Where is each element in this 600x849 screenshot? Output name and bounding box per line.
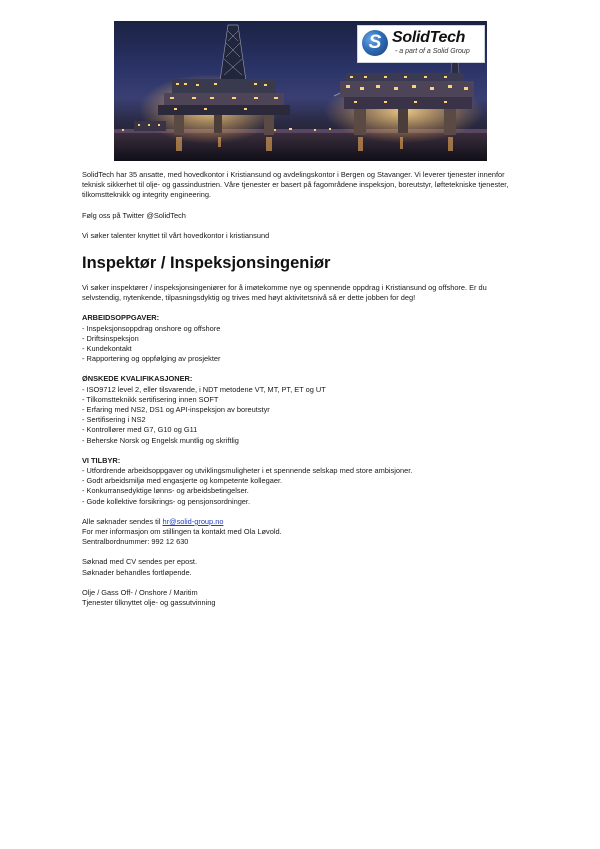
tags-block — [82, 588, 522, 608]
list-item: - Kontrollører med G7, G10 og G11 — [82, 425, 522, 435]
section-heading: VI TILBYR: — [82, 455, 121, 465]
company-intro: SolidTech har 35 ansatte, med hovedkontor i Kristiansund og avdelingskontor i Bergen og Stavanger. Vi leverer tjenester innenfor teknisk sikkerhet til olje- og gassindustrien. Våre tjenester er basert på fagområdene inspeksjon, boreutstyr, løftetekniske tjenester, tilkomstteknikk og integrity engineering. — [82, 170, 509, 200]
list-item: - Kundekontakt — [82, 344, 522, 354]
list-item: - ISO9712 level 2, eller tilsvarende, i NDT metodene VT, MT, PT, ET og UT — [82, 385, 522, 395]
list-item: - Konkurransedyktige lønns- og arbeidsbetingelser. — [82, 486, 522, 496]
more-info-line: For mer informasjon om stillingen ta kontakt med Ola Løvold. — [82, 527, 282, 537]
application-line: Søknader behandles fortløpende. — [82, 567, 192, 577]
list-item: - Gode kollektive forsikrings- og pensjonsordninger. — [82, 497, 522, 507]
job-intro: Vi søker inspektører / inspeksjonsingeniører for å imøtekomme nye og spennende oppdrag i Kristiansund og offshore. Er du selvstendig, nytenkende, tilpasningsdyktig og trives med høyt aktivitetsnivå så er dette jobben for deg! — [82, 283, 487, 303]
logo-tagline: - a part of a Solid Group — [395, 48, 470, 55]
switchboard-line: Sentralbordnummer: 992 12 630 — [82, 537, 189, 547]
application-line: Søknad med CV sendes per epost. — [82, 557, 198, 567]
job-title: Inspektør / Inspeksjonsingeniør — [82, 254, 331, 273]
solidtech-logo-mark-icon: S — [362, 30, 388, 56]
list-item: - Beherske Norsk og Engelsk muntlig og skriftlig — [82, 436, 522, 446]
list-item: - Inspeksjonsoppdrag onshore og offshore — [82, 324, 522, 334]
solidtech-logo — [357, 25, 485, 63]
list-item: - Rapportering og oppfølging av prosjekter — [82, 354, 522, 364]
section-heading: ØNSKEDE KVALIFIKASJONER: — [82, 374, 193, 384]
tags-line: Tjenester tilknyttet olje- og gassutvinning — [82, 598, 216, 608]
application-block — [82, 557, 522, 577]
section-heading: ARBEIDSOPPGAVER: — [82, 313, 160, 323]
applications-line: Alle søknader sendes til hr@solid-group.no — [82, 516, 224, 526]
list-item: - Driftsinspeksjon — [82, 334, 522, 344]
seeking-line: Vi søker talenter knyttet til vårt hovedkontor i kristiansund — [82, 230, 270, 240]
list-item: - Erfaring med NS2, DS1 og API-inspeksjon av boreutstyr — [82, 405, 522, 415]
list-item: - Tilkomstteknikk sertifisering innen SOFT — [82, 395, 522, 405]
email-link[interactable]: hr@solid-group.no — [162, 516, 224, 526]
contact-block — [82, 517, 522, 548]
section-tasks — [82, 313, 522, 364]
logo-name: SolidTech — [392, 29, 466, 46]
twitter-line: Følg oss på Twitter @SolidTech — [82, 210, 186, 220]
section-offer — [82, 456, 522, 507]
list-item: - Godt arbeidsmiljø med engasjerte og kompetente kollegaer. — [82, 476, 522, 486]
list-item: - Sertifisering i NS2 — [82, 415, 522, 425]
tags-line: Olje / Gass Off- / Onshore / Maritim — [82, 587, 198, 597]
section-qualifications — [82, 374, 522, 445]
list-item: - Utfordrende arbeidsoppgaver og utviklingsmuligheter i et spennende selskap med store ambisjoner. — [82, 466, 522, 476]
job-ad-content — [82, 170, 522, 608]
